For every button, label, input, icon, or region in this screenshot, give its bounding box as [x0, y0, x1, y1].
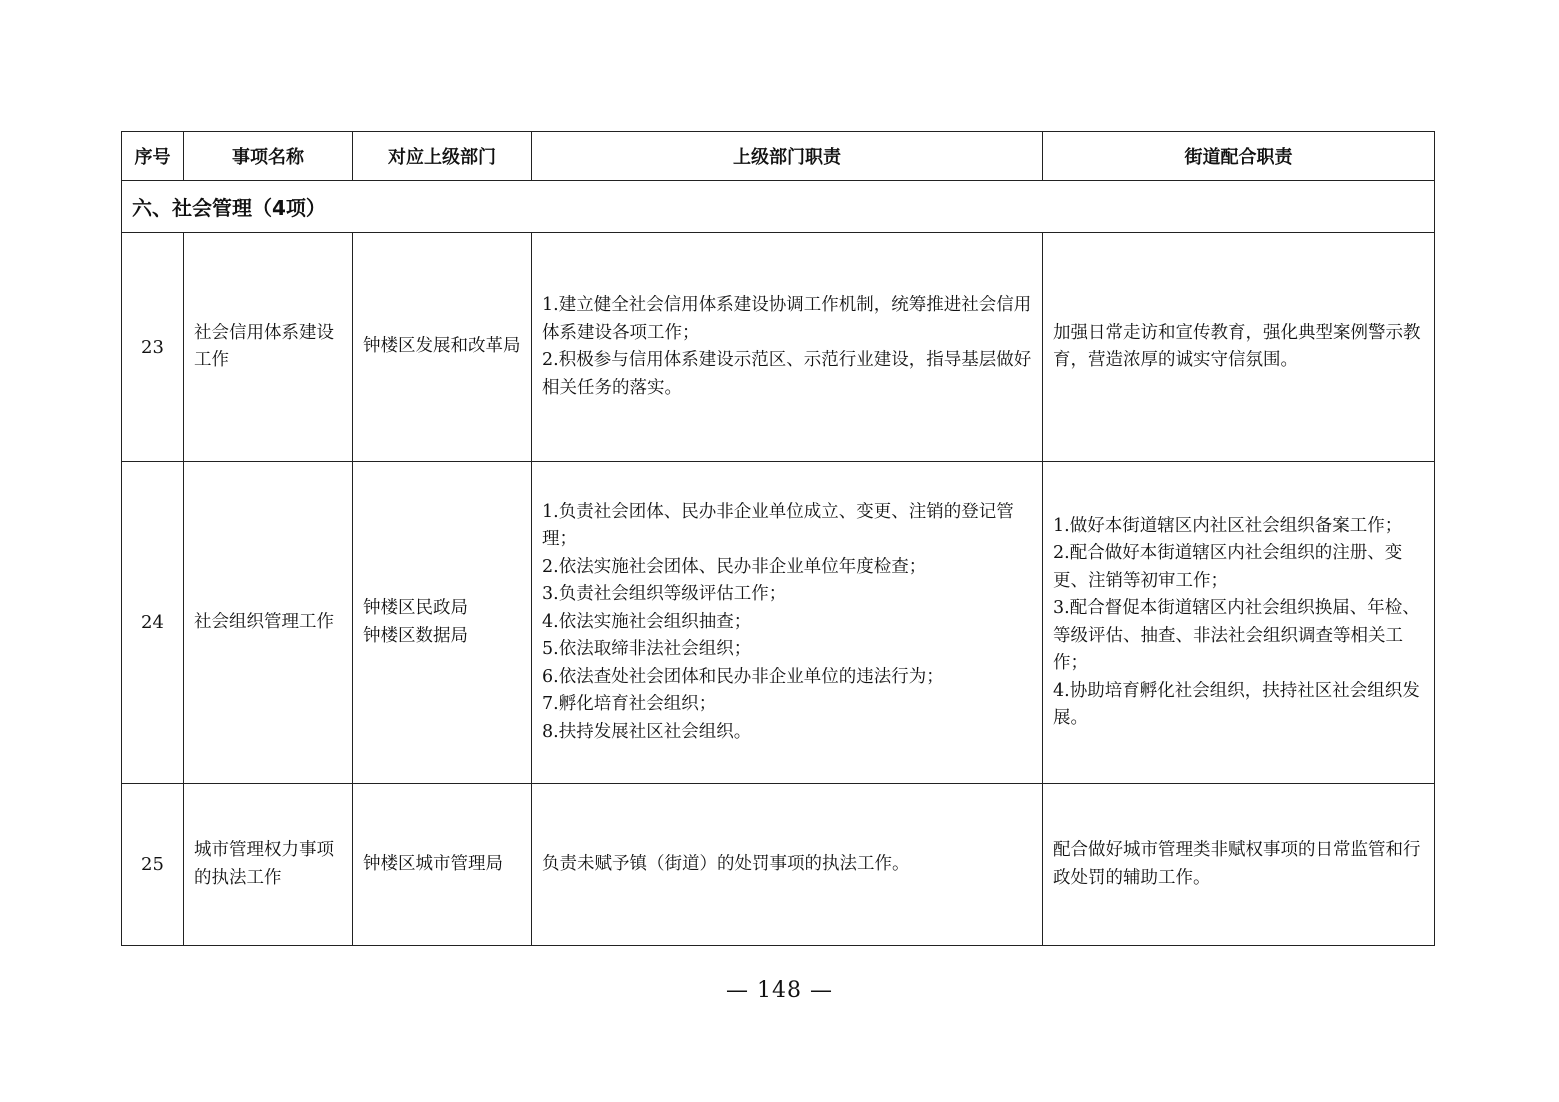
- duty-item: 配合做好城市管理类非赋权事项的日常监管和行政处罚的辅助工作。: [1053, 840, 1421, 888]
- table-header-row: [122, 132, 1435, 181]
- department-line: 钟楼区发展和改革局: [363, 336, 521, 357]
- duty-item: 4.协助培育孵化社会组织，扶持社区社会组织发展。: [1053, 680, 1420, 728]
- department: [353, 784, 532, 946]
- row-number: 25: [122, 784, 184, 946]
- department-line: 钟楼区民政局: [363, 598, 468, 618]
- section-title: 六、社会管理（4项）: [122, 181, 1435, 233]
- duty-item: 1.负责社会团体、民办非企业单位成立、变更、注销的登记管理；: [542, 501, 1014, 550]
- street-duties: [1043, 233, 1435, 462]
- duty-list: [1053, 513, 1425, 733]
- row-number: 24: [122, 462, 184, 784]
- item-name: 社会信用体系建设工作: [184, 233, 353, 462]
- duty-item: 5.依法取缔非法社会组织；: [542, 639, 752, 660]
- duty-item: 3.负责社会组织等级评估工作；: [542, 584, 787, 605]
- header-serial: 序号: [122, 132, 184, 181]
- duty-list: [542, 499, 1033, 747]
- duty-list: [1053, 320, 1425, 375]
- responsibility-table: [121, 131, 1435, 946]
- street-duties: [1043, 462, 1435, 784]
- duty-item: 2.依法实施社会团体、民办非企业单位年度检查；: [542, 556, 927, 577]
- duty-list: [542, 851, 1033, 879]
- duty-item: 4.依法实施社会组织抽查；: [542, 611, 752, 632]
- item-name: 社会组织管理工作: [184, 462, 353, 784]
- duty-item: 2.配合做好本街道辖区内社会组织的注册、变更、注销等初审工作；: [1053, 543, 1403, 591]
- department-line: 钟楼区城市管理局: [363, 853, 503, 874]
- duty-list: [542, 292, 1033, 402]
- table-row: [122, 233, 1435, 462]
- section-row: [122, 181, 1435, 233]
- item-name: 城市管理权力事项的执法工作: [184, 784, 353, 946]
- duty-list: [1053, 837, 1425, 892]
- duty-item: 3.配合督促本街道辖区内社会组织换届、年检、等级评估、抽查、非法社会组织调查等相关工作；: [1053, 598, 1420, 673]
- header-street-duties: 街道配合职责: [1043, 132, 1435, 181]
- header-dept-duties: 上级部门职责: [532, 132, 1043, 181]
- duty-item: 负责未赋予镇（街道）的处罚事项的执法工作。: [542, 853, 910, 874]
- duty-item: 2.积极参与信用体系建设示范区、示范行业建设，指导基层做好相关任务的落实。: [542, 350, 1032, 398]
- duty-item: 6.依法查处社会团体和民办非企业单位的违法行为；: [542, 666, 944, 687]
- dept-duties: [532, 462, 1043, 784]
- table-row: [122, 784, 1435, 946]
- department: [353, 462, 532, 784]
- duty-item: 加强日常走访和宣传教育，强化典型案例警示教育，营造浓厚的诚实守信氛围。: [1053, 322, 1421, 370]
- duty-item: 1.做好本街道辖区内社区社会组织备案工作；: [1053, 515, 1403, 536]
- dept-duties: [532, 233, 1043, 462]
- department-line: 钟楼区数据局: [363, 625, 468, 646]
- header-department: 对应上级部门: [353, 132, 532, 181]
- page-number: — 148 —: [726, 978, 833, 1003]
- department: [353, 233, 532, 462]
- dept-duties: [532, 784, 1043, 946]
- duty-item: 8.扶持发展社区社会组织。: [542, 721, 752, 742]
- street-duties: [1043, 784, 1435, 946]
- header-item-name: 事项名称: [184, 132, 353, 181]
- table-row: [122, 462, 1435, 784]
- duty-item: 7.孵化培育社会组织；: [542, 694, 717, 715]
- row-number: 23: [122, 233, 184, 462]
- duty-item: 1.建立健全社会信用体系建设协调工作机制，统筹推进社会信用体系建设各项工作；: [542, 295, 1032, 343]
